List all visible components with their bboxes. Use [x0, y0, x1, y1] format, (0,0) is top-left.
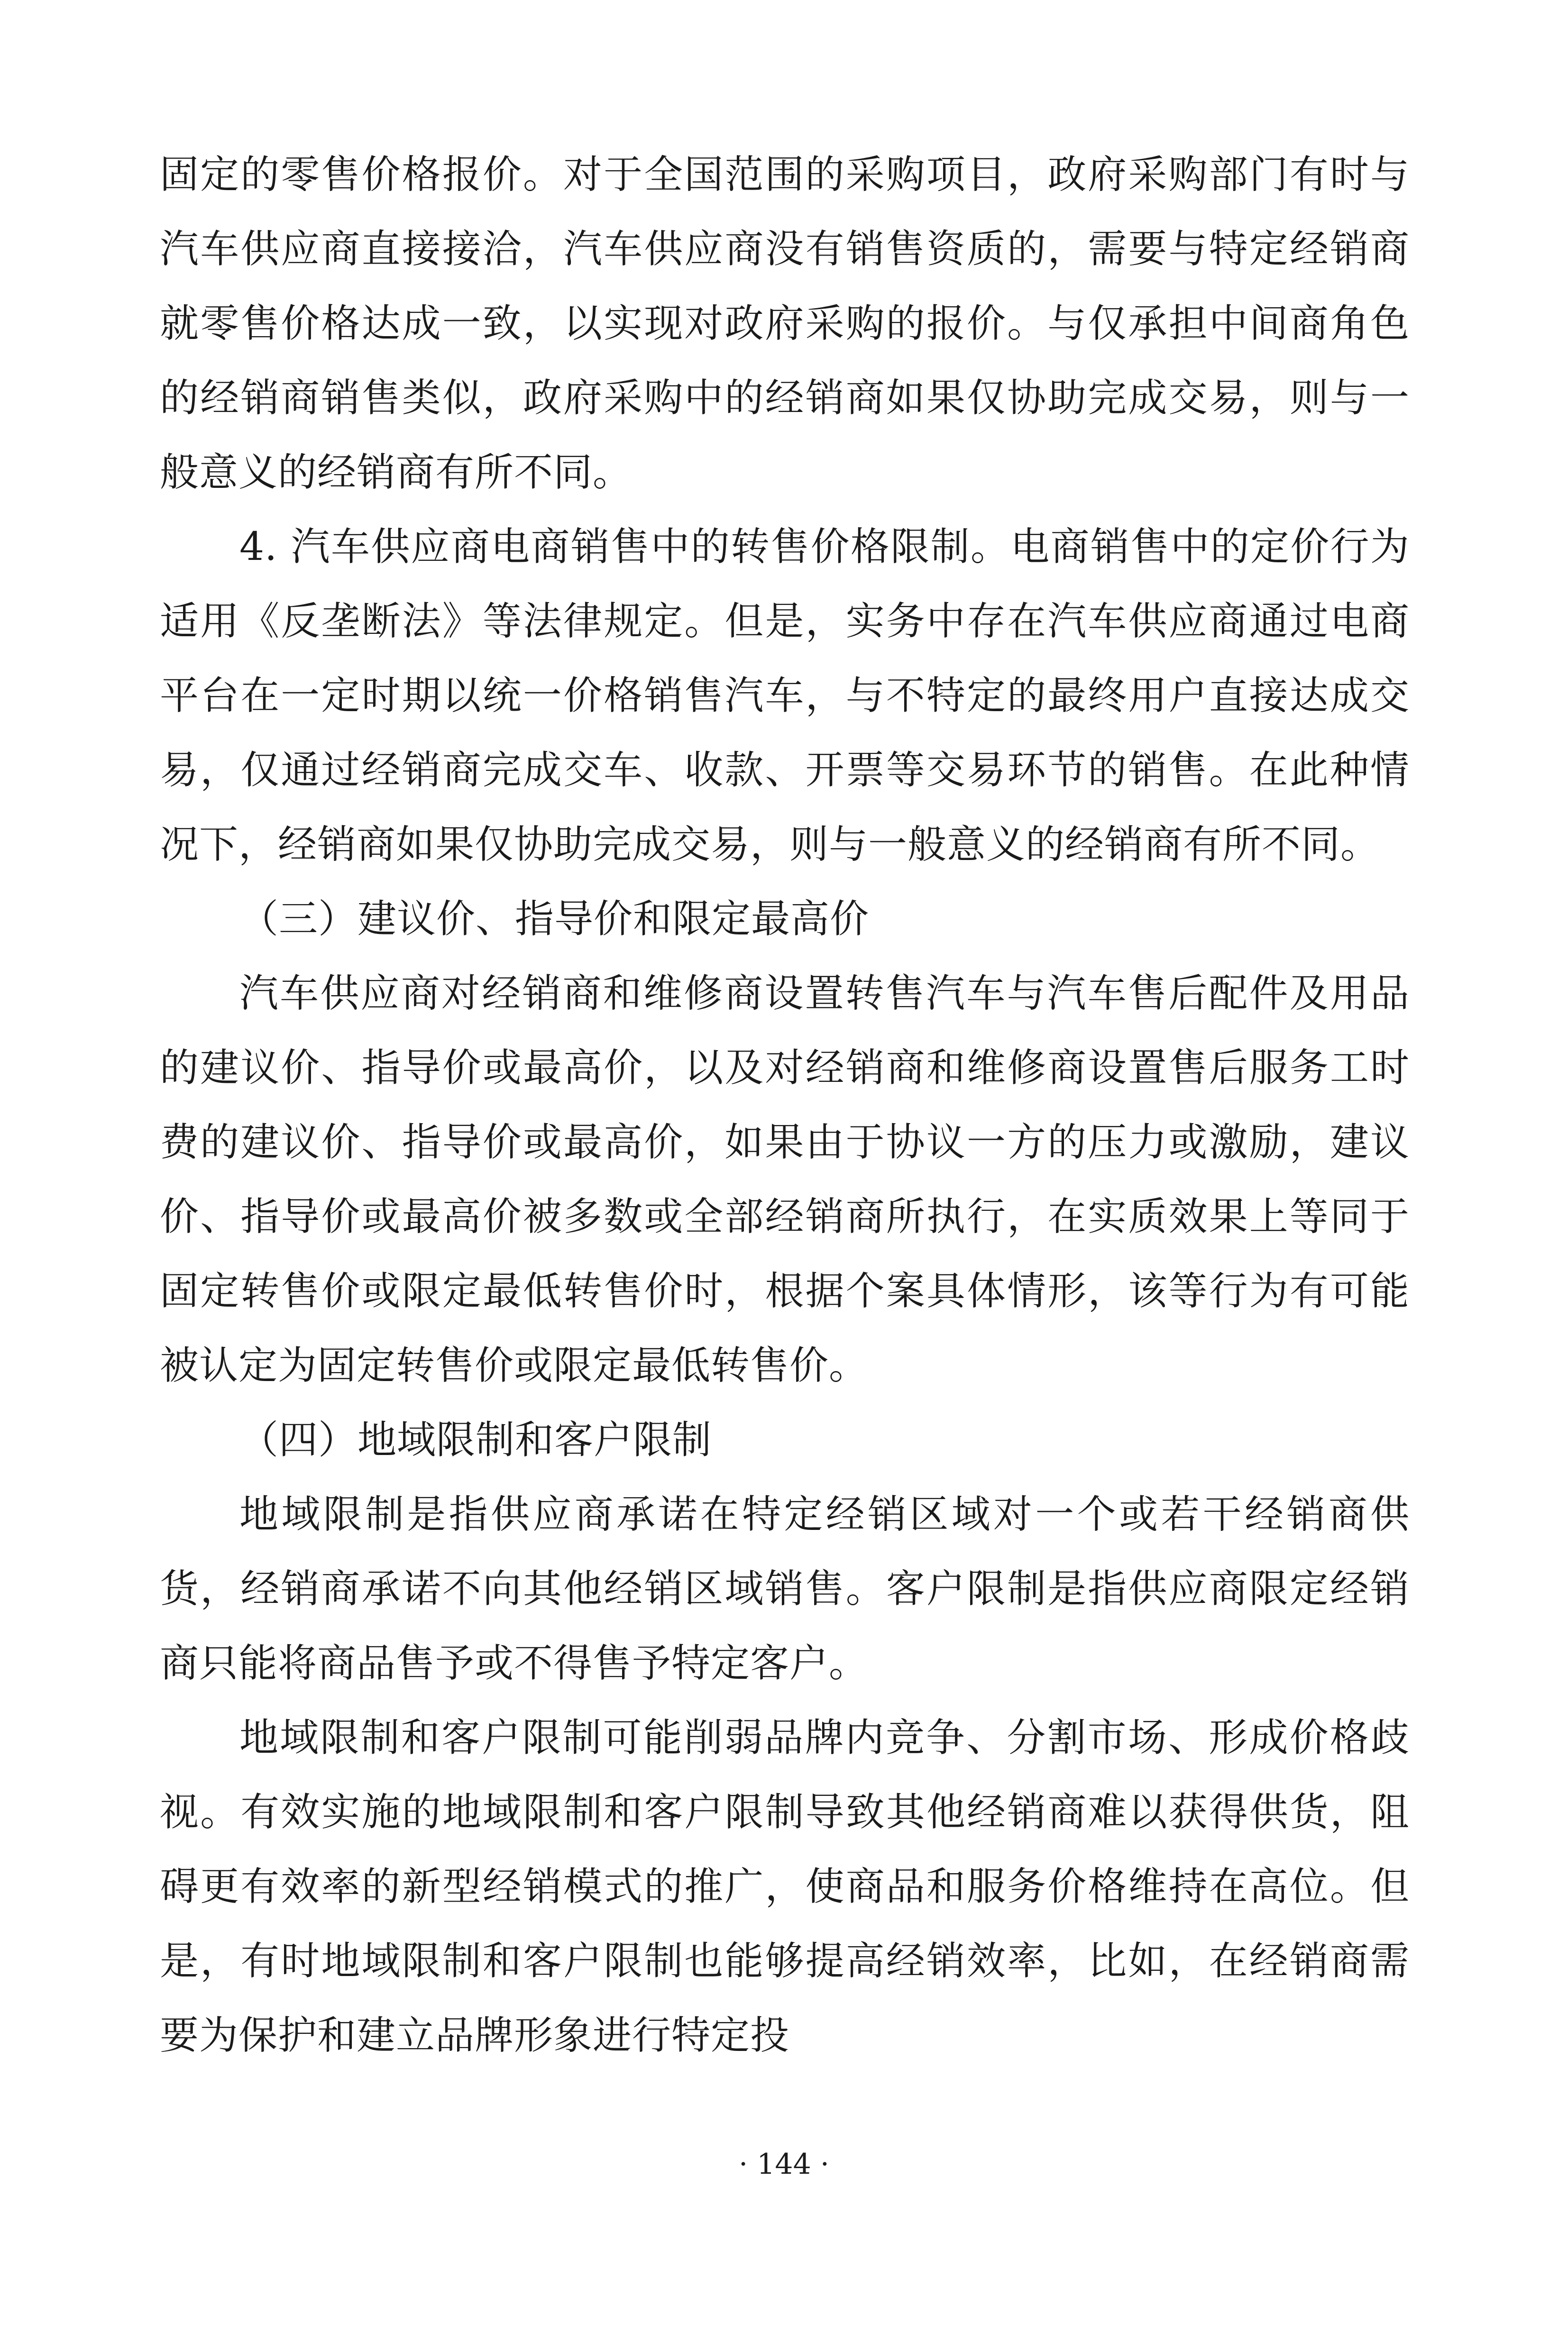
paragraph-restriction-effects: 地域限制和客户限制可能削弱品牌内竞争、分割市场、形成价格歧视。有效实施的地域限制和客户限制导致其他经销商难以获得供货，阻碍更有效率的新型经销模式的推广，使商品和服务价格维持在高位。但是，有时地域限制和客户限制也能够提高经销效率，比如，在经销商需要为保护和建立品牌形象进行特定投 — [160, 1715, 1410, 2058]
paragraph-continuation: 固定的零售价格报价。对于全国范围的采购项目，政府采购部门有时与汽车供应商直接接洽，汽车供应商没有销售资质的，需要与特定经销商就零售价格达成一致，以实现对政府采购的报价。与仅承担中间商角色的经销商销售类似，政府采购中的经销商如果仅协助完成交易，则与一般意义的经销商有所不同。 — [160, 152, 1410, 495]
paragraph-item-4: 4. 汽车供应商电商销售中的转售价格限制。电商销售中的定价行为适用《反垄断法》等法律规定。但是，实务中存在汽车供应商通过电商平台在一定时期以统一价格销售汽车，与不特定的最终用户直接达成交易，仅通过经销商完成交车、收款、开票等交易环节的销售。在此种情况下，经销商如果仅协助完成交易，则与一般意义的经销商有所不同。 — [160, 524, 1410, 867]
paragraph-suggested-price: 汽车供应商对经销商和维修商设置转售汽车与汽车售后配件及用品的建议价、指导价或最高价，以及对经销商和维修商设置售后服务工时费的建议价、指导价或最高价，如果由于协议一方的压力或激励，建议价、指导价或最高价被多数或全部经销商所执行，在实质效果上等同于固定转售价或限定最低转售价时，根据个案具体情形，该等行为有可能被认定为固定转售价或限定最低转售价。 — [160, 971, 1410, 1388]
page-number: · 144 · — [739, 2148, 829, 2181]
section-heading-3: （三）建议价、指导价和限定最高价 — [239, 897, 870, 942]
paragraph-restriction-definition: 地域限制是指供应商承诺在特定经销区域对一个或若干经销商供货，经销商承诺不向其他经销区域销售。客户限制是指供应商限定经销商只能将商品售予或不得售予特定客户。 — [160, 1492, 1410, 1686]
section-heading-4: （四）地域限制和客户限制 — [239, 1418, 712, 1463]
body-text — [160, 137, 1410, 2073]
